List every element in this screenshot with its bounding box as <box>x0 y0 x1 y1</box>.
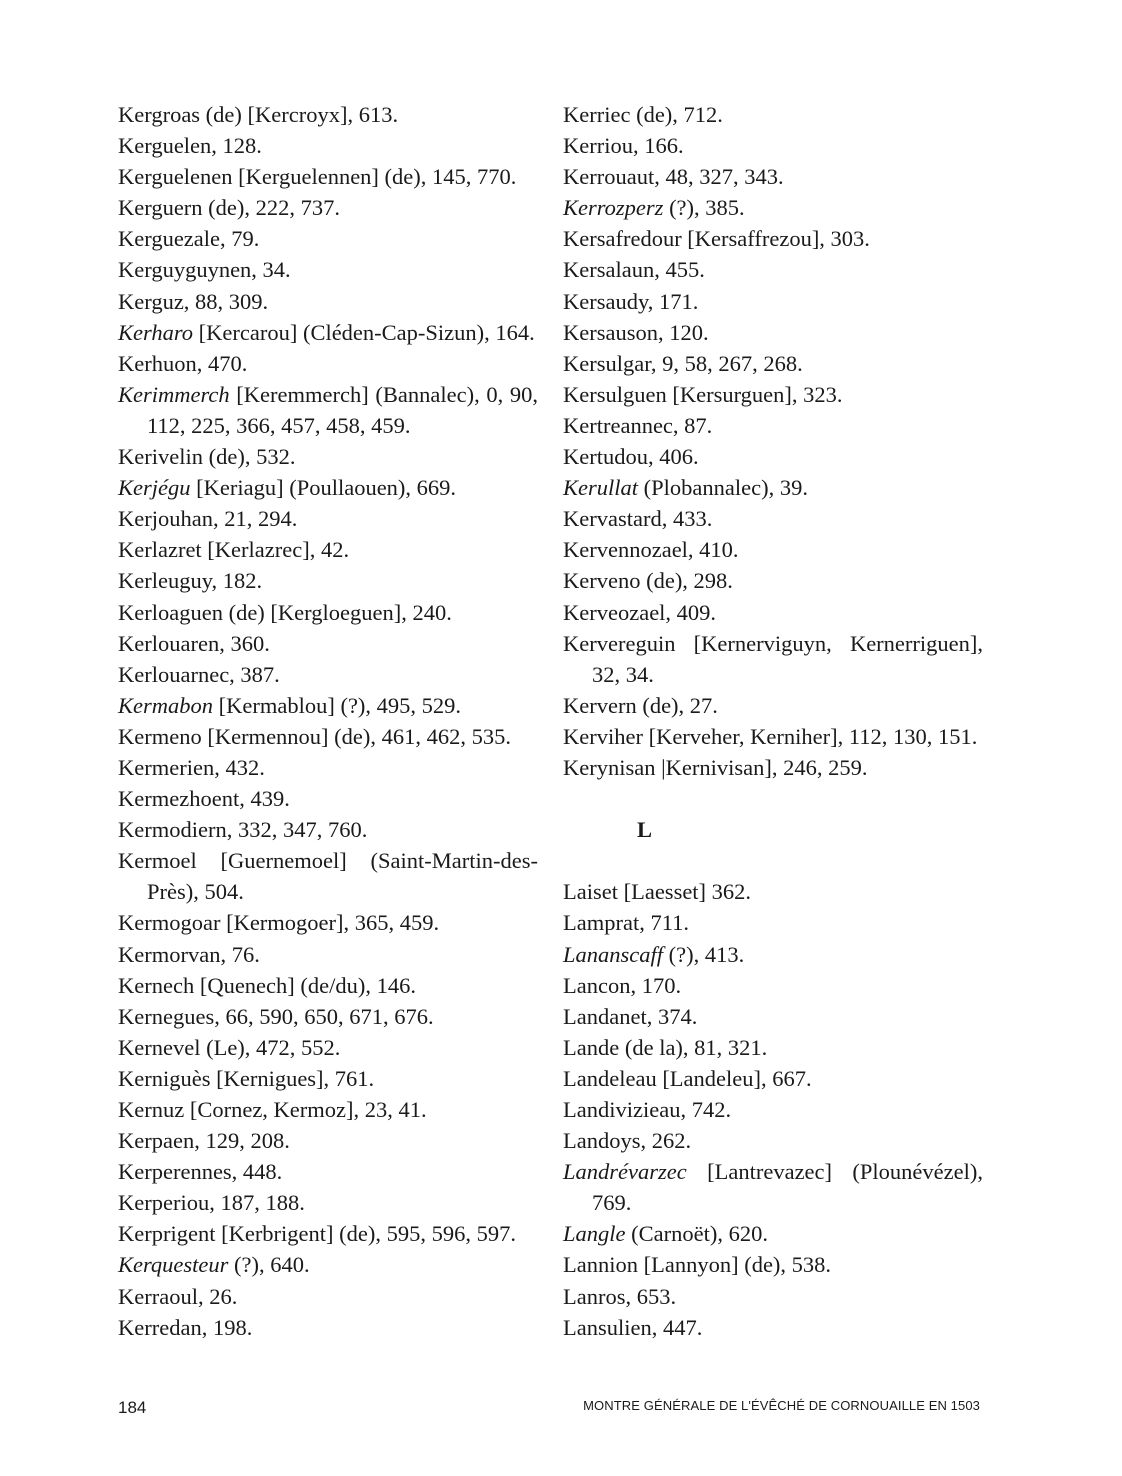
index-entry <box>563 752 983 783</box>
index-entry <box>563 1125 983 1156</box>
entry-text: Kerleuguy, 182. <box>118 568 263 594</box>
index-entry <box>118 752 538 783</box>
entry-text: Kervereguin [Kernerviguyn, Kernerriguen], 32, 34. <box>563 630 983 687</box>
page-number: 184 <box>118 1398 147 1417</box>
entry-text: Kerguyguynen, 34. <box>118 257 291 283</box>
index-entry <box>118 939 538 970</box>
entry-text: Kermoel [Guernemoel] (Saint-Martin-des-Près), 504. <box>118 848 538 905</box>
entry-text: Landeleau [Landeleu], 667. <box>563 1065 812 1091</box>
entry-text: Kertreannec, 87. <box>563 412 713 438</box>
index-entry <box>563 99 983 130</box>
entry-text: Kersalaun, 455. <box>563 257 705 283</box>
index-entry <box>118 441 538 472</box>
index-entry <box>118 565 538 596</box>
entry-text: (Carnoët), 620. <box>625 1221 768 1247</box>
entry-place-name: Kermabon <box>118 692 213 718</box>
entry-place-name: Kerimmerch <box>118 381 230 407</box>
index-column-right <box>563 99 983 1343</box>
index-entry <box>118 1094 538 1125</box>
index-entry <box>118 223 538 254</box>
entry-text: Landoys, 262. <box>563 1128 692 1154</box>
entry-text: Kersaudy, 171. <box>563 288 699 314</box>
entry-text: Kervern (de), 27. <box>563 692 718 718</box>
index-entry <box>118 628 538 659</box>
entry-text: Kermorvan, 76. <box>118 941 260 967</box>
index-entry <box>118 659 538 690</box>
entry-text: Kerynisan |Kernivisan], 246, 259. <box>563 754 868 780</box>
entry-text: (?), 413. <box>663 941 745 967</box>
index-entry <box>118 1156 538 1187</box>
index-entry <box>563 1281 983 1312</box>
index-entry <box>118 192 538 223</box>
index-entry <box>118 254 538 285</box>
index-entry <box>118 161 538 192</box>
entry-place-name: Kerullat <box>563 475 639 501</box>
entry-text: Landivizieau, 742. <box>563 1097 732 1122</box>
entry-text: Kernuz [Cornez, Kermoz], 23, 41. <box>118 1097 427 1122</box>
entry-text: Kerniguès [Kernigues], 761. <box>118 1065 375 1091</box>
entry-place-name: Lananscaff <box>563 941 664 967</box>
entry-text: Lanros, 653. <box>563 1283 677 1309</box>
index-entry <box>563 410 983 441</box>
index-entry <box>563 317 983 348</box>
index-entry <box>118 690 538 721</box>
index-entry <box>563 348 983 379</box>
entry-text: (Plobannalec), 39. <box>638 475 808 501</box>
entry-text: Kerguelenen [Kerguelennen] (de), 145, 770. <box>118 164 517 190</box>
index-entry <box>563 1063 983 1094</box>
index-entry <box>563 1001 983 1032</box>
entry-text: Lancon, 170. <box>563 972 682 998</box>
entry-text: Landanet, 374. <box>563 1003 698 1029</box>
entry-text: Kerguezale, 79. <box>118 226 260 252</box>
index-entry <box>118 1218 538 1249</box>
index-entry <box>118 472 538 503</box>
entry-text: [Kermablou] (?), 495, 529. <box>213 692 462 718</box>
index-entry <box>563 565 983 596</box>
entry-text: Kernegues, 66, 590, 650, 671, 676. <box>118 1003 434 1029</box>
index-entry <box>118 597 538 628</box>
entry-text: Kermodiern, 332, 347, 760. <box>118 817 368 843</box>
entry-text: Kerraoul, 26. <box>118 1283 238 1309</box>
entry-text: Lamprat, 711. <box>563 910 690 936</box>
entry-text: Kerloaguen (de) [Kergloeguen], 240. <box>118 599 452 625</box>
entry-text: Laiset [Laesset] 362. <box>563 879 752 905</box>
entry-text: Kermerien, 432. <box>118 754 265 780</box>
index-entry <box>118 970 538 1001</box>
index-entry <box>563 534 983 565</box>
index-entry <box>118 503 538 534</box>
index-entry <box>563 628 983 690</box>
index-entry <box>118 379 538 441</box>
entry-place-name: Langle <box>563 1221 626 1247</box>
entry-text: Kervastard, 433. <box>563 506 713 532</box>
index-entry <box>118 317 538 348</box>
entry-text: Kerperiou, 187, 188. <box>118 1190 305 1216</box>
index-entry <box>118 1032 538 1063</box>
entry-text: Kersulgar, 9, 58, 267, 268. <box>563 350 803 376</box>
index-entry <box>563 441 983 472</box>
index-entry <box>118 814 538 845</box>
index-entry <box>118 1312 538 1343</box>
spacer <box>563 783 983 814</box>
entry-text: Kerriec (de), 712. <box>563 102 723 127</box>
index-entry <box>118 1281 538 1312</box>
index-entry <box>118 1063 538 1094</box>
index-column-left <box>118 99 538 1343</box>
entry-text: Kerviher [Kerveher, Kerniher], 112, 130, 151. <box>563 723 978 749</box>
index-entry <box>118 907 538 938</box>
entry-text: Kernech [Quenech] (de/du), 146. <box>118 972 416 998</box>
entry-text: Kerriou, 166. <box>563 133 684 159</box>
index-entry <box>563 223 983 254</box>
entry-text: Kerivelin (de), 532. <box>118 444 296 470</box>
entry-text: Kerlazret [Kerlazrec], 42. <box>118 537 350 563</box>
index-entry <box>563 721 983 752</box>
entry-text: Kerguern (de), 222, 737. <box>118 195 341 221</box>
entry-text: Kerveozael, 409. <box>563 599 717 625</box>
index-entry <box>563 472 983 503</box>
entry-text: Kertudou, 406. <box>563 444 699 470</box>
index-entry <box>118 845 538 907</box>
entry-text: Kerlouaren, 360. <box>118 630 270 656</box>
entry-text: Kermeno [Kermennou] (de), 461, 462, 535. <box>118 723 512 749</box>
index-entry <box>563 970 983 1001</box>
index-entry <box>563 254 983 285</box>
index-entry <box>118 99 538 130</box>
index-entry <box>563 1218 983 1249</box>
index-entry <box>563 1249 983 1280</box>
entry-text: [Keriagu] (Poullaouen), 669. <box>190 475 457 501</box>
index-entry <box>563 286 983 317</box>
index-entry <box>563 1156 983 1218</box>
entry-text: Kerredan, 198. <box>118 1314 253 1340</box>
index-entry <box>563 192 983 223</box>
index-entry <box>563 1312 983 1343</box>
entry-text: Kerpaen, 129, 208. <box>118 1128 290 1154</box>
entry-text: Lansulien, 447. <box>563 1314 703 1340</box>
entry-text: Kerprigent [Kerbrigent] (de), 595, 596, 597. <box>118 1221 517 1247</box>
index-entry <box>563 939 983 970</box>
entry-place-name: Kerjégu <box>118 475 191 501</box>
index-entry <box>118 534 538 565</box>
spacer <box>563 845 983 876</box>
entry-text: Kerrouaut, 48, 327, 343. <box>563 164 784 190</box>
index-entry <box>118 783 538 814</box>
index-entry <box>118 1187 538 1218</box>
index-entry <box>563 690 983 721</box>
entry-text: Kergroas (de) [Kercroyx], 613. <box>118 102 399 127</box>
entry-text: [Kercarou] (Cléden-Cap-Sizun), 164. <box>193 319 535 345</box>
index-entry <box>118 721 538 752</box>
section-letter-heading: L <box>637 817 653 843</box>
entry-place-name: Kerharo <box>118 319 194 345</box>
entry-text: Kerveno (de), 298. <box>563 568 733 594</box>
entry-text: Kerhuon, 470. <box>118 350 248 376</box>
entry-text: Kermezhoent, 439. <box>118 786 290 812</box>
entry-text: [Lantrevazec] (Plounévézel), 769. <box>592 1159 983 1216</box>
index-entry <box>118 1249 538 1280</box>
entry-text: Kernevel (Le), 472, 552. <box>118 1034 341 1060</box>
index-entry <box>118 286 538 317</box>
entry-text: Kerperennes, 448. <box>118 1159 283 1185</box>
running-title: MONTRE GÉNÉRALE DE L'ÉVÊCHÉ DE CORNOUAILLE EN 1503 <box>583 1398 980 1413</box>
entry-text: Lande (de la), 81, 321. <box>563 1034 768 1060</box>
index-entry <box>118 348 538 379</box>
index-entry <box>563 597 983 628</box>
index-entry <box>118 1125 538 1156</box>
entry-text: Kersulguen [Kersurguen], 323. <box>563 381 843 407</box>
entry-text: (?), 640. <box>228 1252 310 1278</box>
entry-text: Kervennozael, 410. <box>563 537 739 563</box>
index-entry <box>563 907 983 938</box>
entry-text: Kerlouarnec, 387. <box>118 661 280 687</box>
index-entry <box>563 876 983 907</box>
index-entry <box>118 1001 538 1032</box>
entry-text: Kermogoar [Kermogoer], 365, 459. <box>118 910 440 936</box>
entry-text: (?), 385. <box>663 195 745 221</box>
entry-text: Kerguelen, 128. <box>118 133 262 159</box>
entry-text: Kerguz, 88, 309. <box>118 288 269 314</box>
entry-text: [Keremmerch] (Bannalec), 0, 90, 112, 225, 366, 457, 458, 459. <box>147 381 538 438</box>
entry-place-name: Kerrozperz <box>563 195 664 221</box>
index-entry <box>563 503 983 534</box>
entry-text: Kersauson, 120. <box>563 319 709 345</box>
entry-place-name: Landrévarzec <box>563 1159 687 1185</box>
index-entry <box>563 1032 983 1063</box>
entry-place-name: Kerquesteur <box>118 1252 229 1278</box>
entry-text: Kersafredour [Kersaffrezou], 303. <box>563 226 870 252</box>
index-entry <box>563 1094 983 1125</box>
index-entry <box>563 161 983 192</box>
index-entry <box>563 379 983 410</box>
index-entry <box>118 130 538 161</box>
entry-text: Kerjouhan, 21, 294. <box>118 506 298 532</box>
index-entry <box>563 130 983 161</box>
entry-text: Lannion [Lannyon] (de), 538. <box>563 1252 832 1278</box>
